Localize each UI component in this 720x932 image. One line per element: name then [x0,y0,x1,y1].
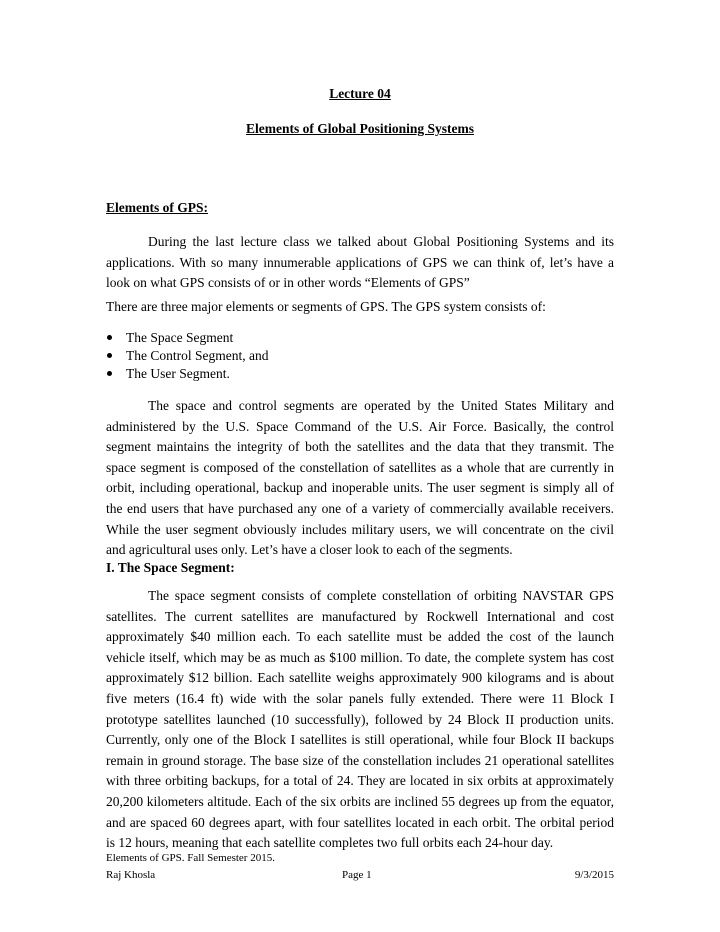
intro-paragraph: During the last lecture class we talked about Global Positioning Systems and its applications. With so many innumerable applications of GPS we can think of, let’s have a look on what GPS consists of or in other words “Elements of GPS” [106,234,614,291]
space-segment-paragraph: The space segment consists of complete constellation of orbiting NAVSTAR GPS satellites. The current satellites are manufactured by Rockwell International and cost approximately $40 million each. To each satellite must be added the cost of the launch vehicle itself, which may be as much as $100 million. To date, the complete system has cost approximately $12 billion. Each satellite weighs approximately 900 kilograms and is about five meters (16.4 ft) wide with the solar panels fully extended. There were 11 Block I prototype satellites launched (10 successfully), followed by 24 Block II production units. Currently, only one of the Block I satellites is still operational, while four Block II backups remain in ground storage. The base size of the constellation includes 21 operational satellites with three orbiting backups, for a total of 24. They are located in six orbits at approximately 20,200 kilometers altitude. Each of the six orbits are inclined 55 degrees up from the equator, and are spaced 60 degrees apart, with four satellites located in each orbit. The orbital period is 12 hours, meaning that each satellite completes two full orbits each 24-hour day. [106,588,614,851]
segments-intro-paragraph: There are three major elements or segments of GPS. The GPS system consists of: [106,299,546,314]
section-heading-elements: Elements of GPS: [106,200,208,215]
lecture-subtitle: Elements of Global Positioning Systems [245,121,474,136]
bullet-icon [107,353,112,358]
list-item: The User Segment. [106,365,268,383]
page-footer [106,852,614,886]
footer-page-number: Page 1 [342,869,372,881]
list-item: The Space Segment [106,329,268,347]
bullet-icon [107,335,112,340]
footer-date: 9/3/2015 [574,869,614,881]
list-item: The Control Segment, and [106,347,268,365]
section-heading-space-segment: I. The Space Segment: [106,560,235,575]
footer-author: Raj Khosla [106,869,156,881]
segments-list [106,329,268,384]
bullet-icon [107,371,112,376]
lecture-title: Lecture 04 [329,86,391,101]
segments-description-paragraph: The space and control segments are operated by the United States Military and administered by the U.S. Space Command of the U.S. Air Force. Basically, the control segment maintains the integrity of both the satellites and the data that they transmit. The space segment is composed of the constellation of satellites as a whole that are currently in orbit, including operational, backup and inoperable units. The user segment is simply all of the end users that have purchased any one of a variety of commercially available receivers. While the user segment obviously includes military users, we will concentrate on the civil and agricultural uses only. Let’s have a closer look to each of the segments. [106,398,614,558]
footer-course: Elements of GPS. Fall Semester 2015. [106,852,275,864]
